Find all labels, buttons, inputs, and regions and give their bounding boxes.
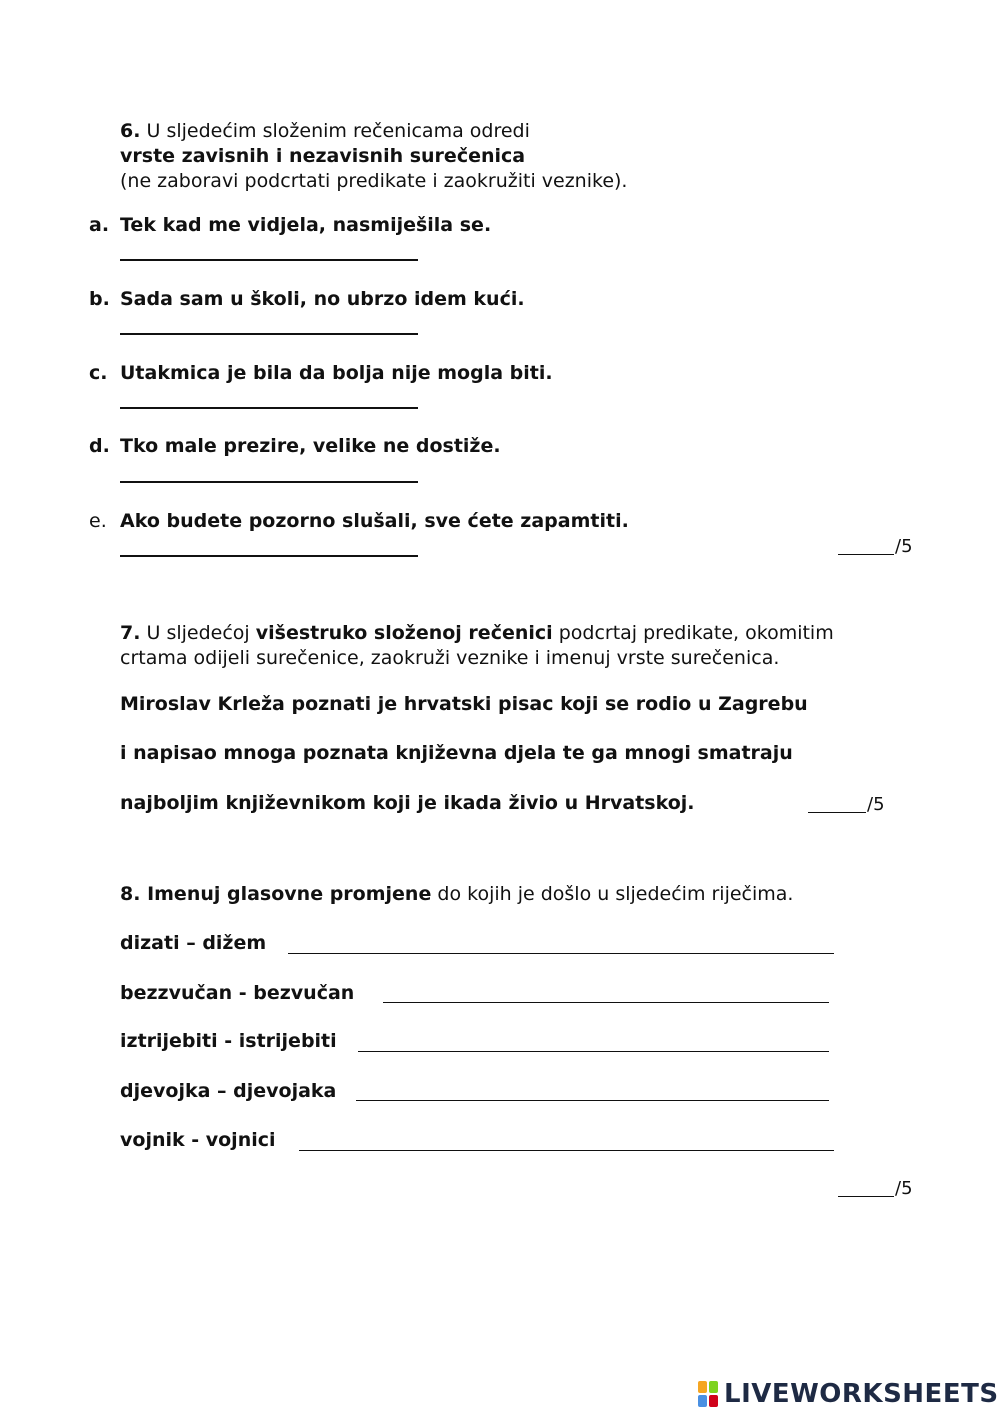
task6-letter-b: b. <box>89 288 110 310</box>
task7-intro-line2: crtama odijeli surečenice, zaokruži veznike i imenuj vrste surečenica. <box>120 647 780 669</box>
task8-score-blank[interactable] <box>838 1196 894 1197</box>
task6-intro-note: (ne zaboravi podcrtati predikate i zaokružiti veznike). <box>120 170 628 192</box>
task8-word-5: vojnik - vojnici <box>120 1129 276 1151</box>
task7-intro-bold: višestruko složenoj rečenici <box>255 622 553 644</box>
task7-heading <box>120 622 834 644</box>
task8-word-1: dizati – dižem <box>120 932 267 954</box>
task6-letter-d: d. <box>89 435 110 457</box>
task7-sentence-line2: i napisao mnoga poznata književna djela te ga mnogi smatraju <box>120 742 793 764</box>
task7-score: /5 <box>867 794 885 815</box>
task8-answer-line-4[interactable] <box>356 1100 829 1101</box>
task7-intro-part1: U sljedećoj <box>140 622 256 644</box>
task6-heading <box>120 120 530 142</box>
task7-score-blank[interactable] <box>808 812 866 813</box>
task6-sentence-c: Utakmica je bila da bolja nije mogla biti. <box>120 362 553 384</box>
task8-word-3: iztrijebiti - istrijebiti <box>120 1030 337 1052</box>
task8-answer-line-5[interactable] <box>299 1150 834 1151</box>
task7-sentence-line1: Miroslav Krleža poznati je hrvatski pisac koji se rodio u Zagrebu <box>120 693 808 715</box>
task8-heading <box>120 883 793 905</box>
task8-answer-line-3[interactable] <box>358 1051 829 1052</box>
task8-word-4: djevojka – djevojaka <box>120 1080 337 1102</box>
task8-score: /5 <box>895 1178 913 1199</box>
task7-intro-part2: podcrtaj predikate, okomitim <box>552 622 834 644</box>
answer-line-d[interactable] <box>120 481 418 483</box>
task6-sentence-e: Ako budete pozorno slušali, sve ćete zapamtiti. <box>120 510 629 532</box>
answer-line-e[interactable] <box>120 555 418 557</box>
task8-number: 8. <box>120 883 141 905</box>
task6-sentence-d: Tko male prezire, velike ne dostiže. <box>120 435 501 457</box>
task8-answer-line-1[interactable] <box>288 953 834 954</box>
task8-answer-line-2[interactable] <box>383 1002 829 1003</box>
answer-line-c[interactable] <box>120 407 418 409</box>
task6-intro-bold: vrste zavisnih i nezavisnih surečenica <box>120 145 526 167</box>
task6-sentence-a: Tek kad me vidjela, nasmiješila se. <box>120 214 492 236</box>
liveworksheets-logo-icon <box>698 1380 720 1408</box>
task7-number: 7. <box>120 622 141 644</box>
task6-score-blank[interactable] <box>838 554 894 555</box>
task6-letter-a: a. <box>89 214 110 236</box>
answer-line-a[interactable] <box>120 259 418 261</box>
task6-letter-e: e. <box>89 510 107 532</box>
answer-line-b[interactable] <box>120 333 418 335</box>
task6-sentence-b: Sada sam u školi, no ubrzo idem kući. <box>120 288 525 310</box>
task7-sentence-line3: najboljim književnikom koji je ikada živio u Hrvatskoj. <box>120 792 695 814</box>
task6-intro: U sljedećim složenim rečenicama odredi <box>140 120 530 142</box>
task6-score: /5 <box>895 536 913 557</box>
task8-intro-rest: do kojih je došlo u sljedećim riječima. <box>431 883 794 905</box>
task6-number: 6. <box>120 120 141 142</box>
task8-word-2: bezzvučan - bezvučan <box>120 982 355 1004</box>
task8-intro-bold: Imenuj glasovne promjene <box>140 883 432 905</box>
task6-letter-c: c. <box>89 362 108 384</box>
liveworksheets-logo <box>698 1378 999 1410</box>
brand-name: LIVEWORKSHEETS <box>724 1379 999 1409</box>
